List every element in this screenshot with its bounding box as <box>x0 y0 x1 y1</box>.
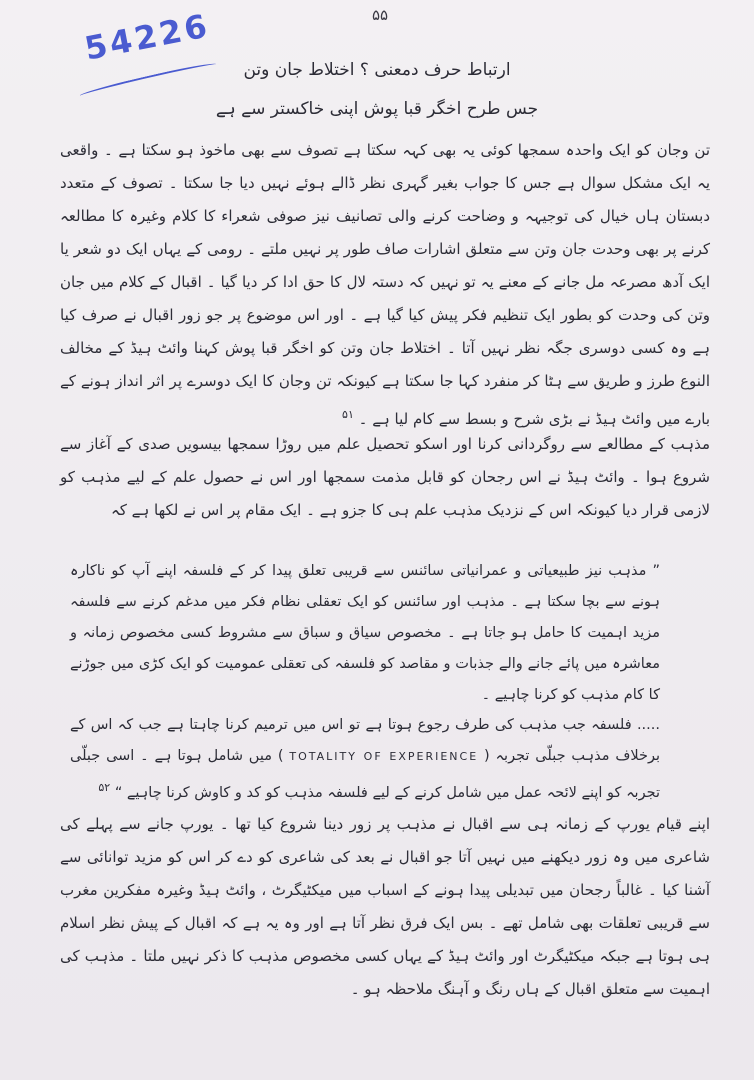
footnote-marker: ۵۲ <box>98 781 111 794</box>
paragraph-1 <box>60 134 710 436</box>
catalog-number-handwritten: 54226 <box>81 6 213 68</box>
quote-2-text-before: ..... فلسفہ جب مذہب کی طرف رجوع ہوتا ہے تو اس میں ترمیم کرنا چاہتا ہے جب کہ اس کے برخلاف مذہب جبلّی تجربہ ( <box>70 717 661 764</box>
quote-2-text-after: ) میں شامل ہوتا ہے ۔ اسی جبلّی تجربہ کو اپنے لائحہ عمل میں شامل کرنے کے لیے فلسفہ مذہب کو کد و کاوش کرنا چاہیے “ <box>70 748 660 801</box>
block-quote-2 <box>70 710 660 809</box>
page-number: ۵۵ <box>371 6 389 24</box>
paragraph-2: مذہب کے مطالعے سے روگردانی کرنا اور اسکو تحصیل علم میں روڑا سمجھا بیسویں صدی کے آغاز سے شروع ہوا ۔ وائٹ ہیڈ نے اس رجحان کو قابل مذمت سمجھا اور اس نے حصول علم کے لیے مذہب کو لازمی قرار دیا کیونکہ اس کے نزدیک مذہب علم ہی کا جزو ہے ۔ ایک مقام پر اس نے لکھا ہے کہ <box>60 435 710 519</box>
footnote-marker: ۵۱ <box>342 408 354 421</box>
paragraph-3: اپنے قیام یورپ کے زمانہ ہی سے اقبال نے مذہب پر زور دینا شروع کیا تھا ۔ یورپ جانے سے پہلے کی شاعری میں وہ زور دیکھنے میں نہیں آتا جو اقبال نے بعد کی شاعری کو دے کر اس کو مزید توانائی سے آشنا کیا ۔ غالباً رجحان میں تبدیلی پیدا ہونے کے اسباب میں میکٹیگرٹ ، وائٹ ہیڈ وغیرہ مفکرین مغرب سے قریبی تعلقات بھی شامل تھے ۔ بس ایک فرق نظر آتا ہے اور وہ یہ ہے کہ اقبال کے پیش نظر اسلام ہی ہوتا ہے جبکہ میکٹیگرٹ اور وائٹ ہیڈ کے یہاں کسی مخصوص مذہب کا ذکر نہیں ملتا ۔ مذہب کی اہمیت سے متعلق اقبال کے ہاں رنگ و آہنگ ملاحظہ ہو ۔ <box>60 815 710 998</box>
quote-2-english-term: TOTALITY OF EXPERIENCE <box>289 750 479 763</box>
block-quote-1: ” مذہب نیز طبیعیاتی و عمرانیاتی سائنس سے قریبی تعلق پیدا کر کے فلسفہ اپنے آپ کو ناکارہ ہونے سے بچا سکتا ہے ۔ مذہب اور سائنس کو ایک تعقلی نظام فکر میں مدغم کرنے سے فلسفہ مزید اہمیت کا حامل ہو جاتا ہے ۔ مخصوص سیاق و سباق سے مشروط کسی مخصوص زمانہ و معاشرہ میں پائے جانے والے جذبات و مقاصد کو فلسفہ کی تعقلی عمومیت کو ایک کڑی میں جوڑنے کا کام مذہب کو کرنا چاہیے ۔ <box>70 563 660 703</box>
section-heading: ارتباط حرف دمعنی ؟ اختلاط جان وتن <box>243 60 511 80</box>
paragraph-1-text: تن وجان کو ایک واحدہ سمجھا کوئی یہ بھی کہہ سکتا ہے تصوف سے بھی ماخوذ ہو سکتا ہے ۔ واقعی یہ ایک مشکل سوال ہے جس کا جواب بغیر گہری نظر ڈالے ہوئے نہیں دیا جا سکتا ۔ تصوف کے متعدد دبستان ہاں خیال کی توجیہہ و وضاحت کرنے والی تصانیف نیز صوفی شعراء کا کلام وغیرہ کا مطالعہ کرنے پر بھی وحدت جان وتن سے متعلق اشارات صاف طور پر نہیں ملتے ۔ رومی کے یہاں ایک دو شعر یا ایک آدھ مصرعہ مل جانے کے معنے یہ تو نہیں کہ دستہ لال کا حق ادا کر دیا گیا ۔ اقبال کے کلام میں جان وتن کی وحدت کو بطور ایک تنظیم فکر پیش کیا گیا ہے ۔ اور اس موضوع پر جو زور اقبال نے صرف کیا ہے وہ کسی دوسری جگہ نظر نہیں آتا ۔ اختلاط جان وتن کو اخگر قبا پوش کہنا وائٹ ہیڈ کے مخالف النوع طرز و طریق سے ہٹا کر منفرد کہا جا سکتا ہے کیونکہ تن وجان کا ایک دوسرے پر اثر انداز ہونے کے بارے میں وائٹ ہیڈ نے بڑی شرح و بسط سے کام لیا ہے ۔ <box>60 141 710 428</box>
section-subheading-verse: جس طرح اخگر قبا پوش اپنی خاکستر سے ہے <box>215 99 539 119</box>
